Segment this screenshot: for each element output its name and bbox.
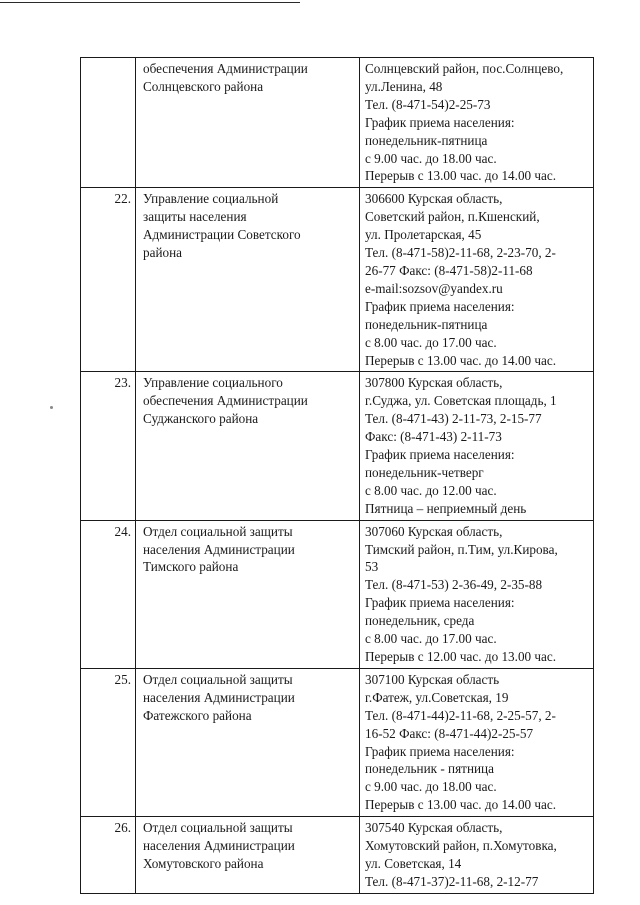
- address-line: Перерыв с 13.00 час. до 14.00 час.: [365, 168, 557, 184]
- organization-line: Хомутовского района: [143, 855, 264, 871]
- address-line: Советский район, п.Кшенский,: [365, 209, 540, 225]
- address-contacts: [360, 58, 594, 188]
- scan-speck: [50, 406, 53, 409]
- organization-line: Отдел социальной защиты: [143, 671, 293, 687]
- address-line: Факс: (8-471-43) 2-11-73: [365, 429, 502, 445]
- address-line: ул. Советская, 14: [365, 855, 462, 871]
- address-line: График приема населения:: [365, 298, 515, 314]
- organization-line: района: [143, 245, 183, 261]
- address-line: Перерыв с 12.00 час. до 13.00 час.: [365, 649, 557, 664]
- organization-line: защиты населения: [143, 209, 247, 225]
- address-line: 16-52 Факс: (8-471-44)2-25-57: [365, 725, 534, 741]
- table-row: [81, 817, 594, 894]
- address-line: График приема населения:: [365, 743, 515, 759]
- address-line: Тел. (8-471-54)2-25-73: [365, 96, 491, 112]
- address-line: Перерыв с 13.00 час. до 14.00 час.: [365, 352, 557, 368]
- row-number: 26.: [81, 817, 136, 894]
- row-number: 24.: [81, 520, 136, 668]
- address-contacts: [360, 668, 594, 816]
- address-line: понедельник - пятница: [365, 761, 494, 777]
- address-contacts: [360, 188, 594, 372]
- organization-name: [136, 58, 360, 188]
- table-body: [81, 58, 594, 894]
- address-line: Пятница – неприемный день: [365, 500, 527, 516]
- address-line: с 8.00 час. до 12.00 час.: [365, 482, 497, 498]
- address-contacts: [360, 372, 594, 520]
- address-line: понедельник-пятница: [365, 316, 488, 332]
- address-line: 306600 Курская область,: [365, 191, 503, 207]
- organization-line: Солнцевского района: [143, 78, 264, 94]
- address-line: с 9.00 час. до 18.00 час.: [365, 779, 497, 795]
- address-line: Перерыв с 13.00 час. до 14.00 час.: [365, 797, 557, 813]
- social-protection-offices-table: [80, 57, 594, 894]
- organization-line: Суджанского района: [143, 411, 259, 427]
- address-line: Тел. (8-471-58)2-11-68, 2-23-70, 2-: [365, 245, 556, 261]
- table-row: [81, 58, 594, 188]
- organization-line: обеспечения Администрации: [143, 61, 308, 76]
- organization-name: [136, 372, 360, 520]
- address-line: 307060 Курская область,: [365, 523, 503, 539]
- address-line: понедельник, среда: [365, 613, 475, 629]
- address-line: Тел. (8-471-53) 2-36-49, 2-35-88: [365, 577, 543, 593]
- address-line: Хомутовский район, п.Хомутовка,: [365, 838, 557, 854]
- organization-line: Управление социального: [143, 375, 283, 391]
- address-line: 307540 Курская область,: [365, 820, 503, 836]
- organization-line: обеспечения Администрации: [143, 393, 308, 409]
- address-line: График приема населения:: [365, 447, 515, 463]
- address-line: ул.Ленина, 48: [365, 78, 443, 94]
- address-line: с 8.00 час. до 17.00 час.: [365, 334, 497, 350]
- address-line: Тел. (8-471-37)2-11-68, 2-12-77: [365, 873, 539, 889]
- table-row: [81, 668, 594, 816]
- address-line: Тел. (8-471-43) 2-11-73, 2-15-77: [365, 411, 542, 427]
- row-number: 23.: [81, 372, 136, 520]
- organization-line: Управление социальной: [143, 191, 279, 207]
- table-row: [81, 520, 594, 668]
- address-line: 307100 Курская область: [365, 671, 500, 687]
- header-rule: [0, 2, 300, 3]
- address-line: 307800 Курская область,: [365, 375, 503, 391]
- address-line: График приема населения:: [365, 595, 515, 611]
- organization-name: [136, 188, 360, 372]
- table-row: [81, 188, 594, 372]
- address-line: г.Фатеж, ул.Советская, 19: [365, 689, 509, 705]
- organization-line: населения Администрации: [143, 689, 295, 705]
- address-line: График приема населения:: [365, 114, 515, 130]
- organization-line: Отдел социальной защиты: [143, 523, 293, 539]
- address-line: Солнцевский район, пос.Солнцево,: [365, 61, 564, 76]
- row-number: 22.: [81, 188, 136, 372]
- organization-name: [136, 668, 360, 816]
- organization-line: Отдел социальной защиты: [143, 820, 293, 836]
- address-contacts: [360, 520, 594, 668]
- address-line: 53: [365, 559, 379, 575]
- address-line: понедельник-пятница: [365, 132, 488, 148]
- organization-line: Администрации Советского: [143, 227, 301, 243]
- address-line: понедельник-четверг: [365, 464, 484, 480]
- row-number: [81, 58, 136, 188]
- address-line: с 9.00 час. до 18.00 час.: [365, 150, 497, 166]
- organization-line: Фатежского района: [143, 707, 252, 723]
- table-row: [81, 372, 594, 520]
- organization-name: [136, 817, 360, 894]
- organization-line: Тимского района: [143, 559, 239, 575]
- address-line: Тимский район, п.Тим, ул.Кирова,: [365, 541, 558, 557]
- address-line: ул. Пролетарская, 45: [365, 227, 482, 243]
- organization-line: населения Администрации: [143, 541, 295, 557]
- address-line: Тел. (8-471-44)2-11-68, 2-25-57, 2-: [365, 707, 556, 723]
- address-line: 26-77 Факс: (8-471-58)2-11-68: [365, 262, 533, 278]
- organization-name: [136, 520, 360, 668]
- address-line: г.Суджа, ул. Советская площадь, 1: [365, 393, 557, 409]
- organization-line: населения Администрации: [143, 838, 295, 854]
- row-number: 25.: [81, 668, 136, 816]
- address-line: e-mail:sozsov@yandex.ru: [365, 280, 503, 296]
- address-line: с 8.00 час. до 17.00 час.: [365, 631, 497, 647]
- address-contacts: [360, 817, 594, 894]
